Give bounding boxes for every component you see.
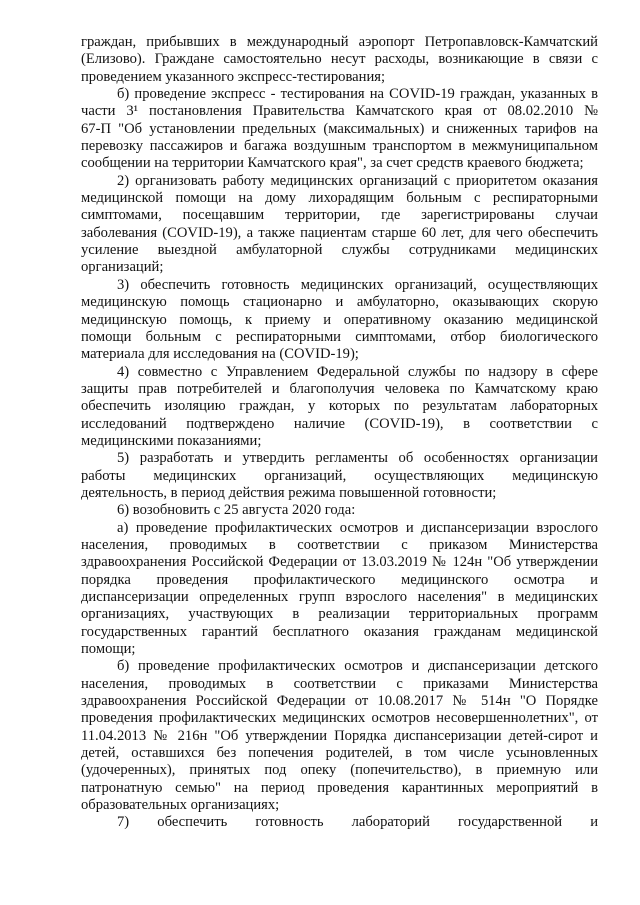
text-line: медицинскую помощь, к приему и оперативному оказанию медицинской <box>81 311 598 328</box>
text-line: населения, проводимых в соответствии с приказом Министерства <box>81 536 598 553</box>
document-body <box>81 34 598 832</box>
text-line: медицинской помощи на дому лихорадящим больным с респираторными <box>81 190 598 207</box>
text-line: а) проведение профилактических осмотров и диспансеризации взрослого <box>117 519 598 536</box>
text-line: диспансеризации определенных групп взрослого населения" в медицинских <box>81 589 598 605</box>
text-line: 67-П "Об установлении предельных (максимальных) и сниженных тарифов на <box>81 120 598 137</box>
text-line: детей, оставшихся без попечения родителей, в том числе усыновленных <box>81 745 598 762</box>
text-line: проведением указанного экспресс-тестирования; <box>81 68 386 85</box>
text-line: проведения профилактических медицинских осмотров несовершеннолетних", от <box>81 710 598 727</box>
text-line: усиление выездной амбулаторной службы сотрудниками медицинских <box>81 242 598 259</box>
text-line: граждан, прибывших в международный аэропорт Петропавловск-Камчатский <box>81 34 598 50</box>
text-line: здравоохранения Российской Федерации от 10.08.2017 № 514н "О Порядке <box>81 693 598 710</box>
text-line: патронатную семью" на период проведения карантинных мероприятий в <box>81 779 598 796</box>
text-line: 3) обеспечить готовность медицинских организаций, осуществляющих <box>117 276 598 293</box>
text-line: (Елизово). Граждане самостоятельно несут расходы, возникающие в связи с <box>81 51 598 68</box>
text-line: 11.04.2013 № 216н "Об утверждении Порядка диспансеризации детей-сирот и <box>81 727 598 744</box>
text-line: населения, проводимых в соответствии с приказами Министерства <box>81 675 598 692</box>
text-line: сообщении на территории Камчатского края", за счет средств краевого бюджета; <box>81 155 584 172</box>
text-line: обеспечить изоляцию граждан, у которых по результатам лабораторных <box>81 398 598 415</box>
text-line: государственных гарантий бесплатного оказания гражданам медицинской <box>81 623 598 640</box>
text-line: б) проведение профилактических осмотров и диспансеризации детского <box>117 658 598 675</box>
text-line: 2) организовать работу медицинских организаций с приоритетом оказания <box>117 172 598 189</box>
text-line: (удочеренных), принятых под опеку (попечительство), в приемную или <box>81 762 598 779</box>
text-line: заболевания (COVID-19), а также пациентам старше 60 лет, для чего обеспечить <box>81 224 598 241</box>
text-line: работы медицинских организаций, осуществляющих медицинскую <box>81 467 598 484</box>
text-line: защиты прав потребителей и благополучия человека по Камчатскому краю <box>81 380 598 397</box>
text-line: симптомами, посещавшим территории, где зарегистрированы случаи <box>81 207 598 224</box>
text-line: 5) разработать и утвердить регламенты об особенностях организации <box>117 450 598 467</box>
text-line: организациях, участвующих в реализации территориальных программ <box>81 606 598 623</box>
text-line: 4) совместно с Управлением Федеральной службы по надзору в сфере <box>117 363 598 380</box>
text-line: деятельность, в период действия режима повышенной готовности; <box>81 484 497 501</box>
text-line: медицинскими показаниями; <box>81 432 262 449</box>
text-line: образовательных организациях; <box>81 797 280 814</box>
text-line: б) проведение экспресс - тестирования на COVID-19 граждан, указанных в <box>117 86 598 103</box>
text-line: части 3¹ постановления Правительства Камчатского края от 08.02.2010 № <box>81 103 598 120</box>
text-line: помощи; <box>81 641 136 658</box>
text-line: медицинскую помощь стационарно и амбулаторно, оказывающих скорую <box>81 294 598 311</box>
text-line: организаций; <box>81 259 164 276</box>
text-line: исследований подтверждено наличие (COVID-19), в соответствии с <box>81 415 598 432</box>
text-line: помощи больным с респираторными симптомами, отбор биологического <box>81 328 598 345</box>
text-line: 6) возобновить с 25 августа 2020 года: <box>117 502 356 519</box>
text-line: материала для исследования на (COVID-19); <box>81 346 359 363</box>
text-line: перевозку пассажиров и багажа воздушным транспортом в межмуниципальном <box>81 138 598 155</box>
text-line: здравоохранения Российской Федерации от 13.03.2019 № 124н "Об утверждении <box>81 554 598 571</box>
text-line: 7) обеспечить готовность лабораторий государственной и <box>117 814 598 831</box>
text-line: порядка проведения профилактического медицинского осмотра и <box>81 571 598 588</box>
